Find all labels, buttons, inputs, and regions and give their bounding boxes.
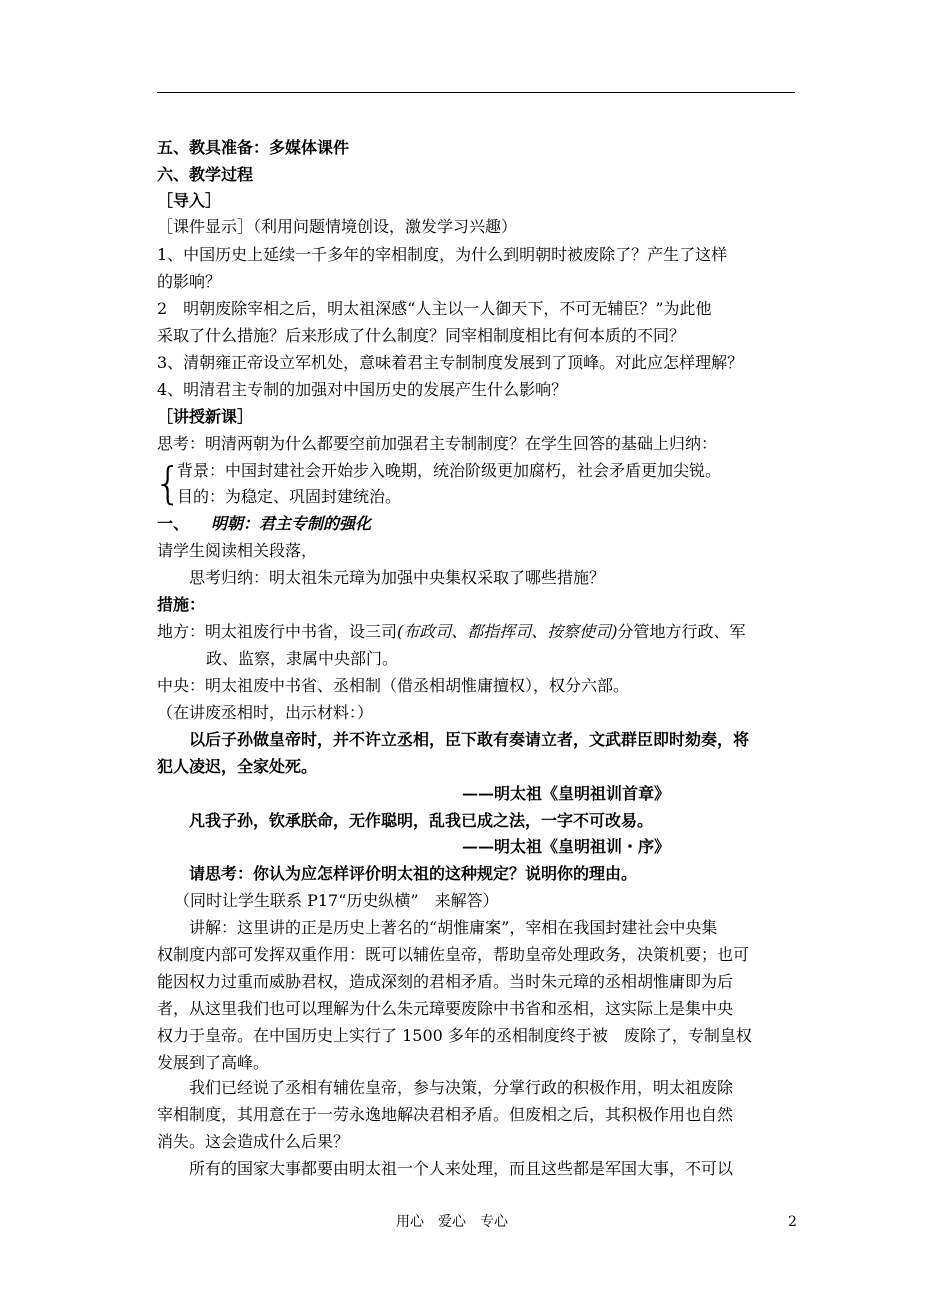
paragraph-2-line-3: 消失。这会造成什么后果？ bbox=[157, 1132, 350, 1151]
explanation-line-4: 者，从这里我们也可以理解为什么朱元璋要废除中书省和丞相，这实际上是集中央 bbox=[157, 999, 734, 1018]
local-measures-text: 地方：明太祖废行中书省，设三司 bbox=[157, 622, 398, 641]
explanation-line-5: 权力于皇帝。在中国历史上实行了 1500 多年的丞相制度终于被 废除了，专制皇权 bbox=[157, 1026, 752, 1045]
section-one-title: 明朝：君主专制的强化 bbox=[211, 514, 372, 533]
quote-2: 凡我子孙，钦承朕命，无作聪明，乱我已成之法，一字不可改易。 bbox=[189, 811, 654, 830]
question-1-line-1: 1、中国历史上延续一千多年的宰相制度，为什么到明朝时被废除了？产生了这样 bbox=[157, 245, 728, 264]
explanation-line-1: 讲解：这里讲的正是历史上著名的“胡惟庸案”，宰相在我国封建社会中央集 bbox=[189, 918, 718, 937]
question-4: 4、明清君主专制的加强对中国历史的发展产生什么影响？ bbox=[157, 380, 568, 399]
explanation-line-2: 权制度内部可发挥双重作用：既可以辅佐皇帝，帮助皇帝处理政务，决策机要；也可 bbox=[157, 945, 750, 964]
paragraph-3-line-1: 所有的国家大事都要由明太祖一个人来处理，而且这些都是军国大事，不可以 bbox=[189, 1159, 734, 1178]
local-measures-line-1 bbox=[157, 620, 746, 644]
section-one-number: 一、 bbox=[157, 514, 190, 533]
local-measures-tail: 分管地方行政、军 bbox=[617, 622, 746, 641]
quote-1-source: ——明太祖《皇明祖训首章》 bbox=[462, 784, 671, 803]
paragraph-2-line-2: 宰相制度，其用意在于一劳永逸地解决君相矛盾。但废相之后，其积极作用也自然 bbox=[157, 1105, 734, 1124]
section-one-heading bbox=[157, 512, 371, 536]
think-prompt: 思考：明清两朝为什么都要空前加强君主专制制度？在学生回答的基础上归纳： bbox=[157, 434, 718, 453]
reading-instruction: 请学生阅读相关段落， bbox=[157, 541, 318, 560]
textbook-reference: （同时让学生联系 P17“历史纵横” 来解答） bbox=[174, 891, 499, 910]
subheading-introduction: ［导入］ bbox=[157, 191, 222, 210]
background-point: 背景：中国封建社会开始步入晚期，统治阶级更加腐朽，社会矛盾更加尖锐。 bbox=[177, 461, 722, 480]
header-rule bbox=[157, 92, 795, 93]
section-heading-teaching-process: 六、教学过程 bbox=[157, 165, 254, 184]
page-number: 2 bbox=[788, 1214, 797, 1230]
question-2-line-1: 2 明朝废除宰相之后，明太祖深感“人主以一人御天下，不可无辅臣？”为此他 bbox=[157, 299, 712, 318]
courseware-note: ［课件显示］（利用问题情境创设，激发学习兴趣） bbox=[157, 217, 518, 236]
think-summarize: 思考归纳：明太祖朱元璋为加强中央集权采取了哪些措施？ bbox=[189, 568, 606, 587]
quote-1-line-1: 以后子孙做皇帝时，并不许立丞相，臣下敢有奏请立者，文武群臣即时劾奏，将 bbox=[189, 730, 750, 749]
quote-2-source: ——明太祖《皇明祖训・序》 bbox=[462, 837, 671, 856]
purpose-point: 目的：为稳定、巩固封建统治。 bbox=[177, 487, 402, 506]
curly-brace-icon: { bbox=[154, 458, 182, 509]
measures-label: 措施： bbox=[157, 595, 206, 614]
explanation-line-6: 发展到了高峰。 bbox=[157, 1053, 270, 1072]
explanation-line-3: 能因权力过重而威胁君权，造成深刻的君相矛盾。当时朱元璋的丞相胡惟庸即为后 bbox=[157, 972, 734, 991]
local-measures-line-2: 政、监察，隶属中央部门。 bbox=[206, 649, 399, 668]
question-3: 3、清朝雍正帝设立军机处，意味着君主专制制度发展到了顶峰。对此应怎样理解？ bbox=[157, 353, 744, 372]
discussion-question: 请思考：你认为应怎样评价明太祖的这种规定？说明你的理由。 bbox=[189, 864, 638, 883]
question-1-line-2: 的影响？ bbox=[157, 272, 222, 291]
quote-1-line-2: 犯人凌迟，全家处死。 bbox=[157, 757, 318, 776]
three-offices-names: (布政司、都指挥司、按察使司) bbox=[397, 622, 618, 641]
footer-motto: 用心 爱心 专心 bbox=[396, 1214, 508, 1230]
paragraph-2-line-1: 我们已经说了丞相有辅佐皇帝，参与决策，分掌行政的积极作用，明太祖废除 bbox=[189, 1078, 734, 1097]
section-heading-teaching-aids: 五、教具准备：多媒体课件 bbox=[157, 138, 350, 157]
material-intro: （在讲废丞相时，出示材料：） bbox=[157, 703, 374, 722]
subheading-new-lesson: ［讲授新课］ bbox=[157, 407, 254, 426]
question-2-line-2: 采取了什么措施？后来形成了什么制度？同宰相制度相比有何本质的不同？ bbox=[157, 326, 686, 345]
central-measures: 中央：明太祖废中书省、丞相制（借丞相胡惟庸擅权），权分六部。 bbox=[157, 676, 630, 695]
